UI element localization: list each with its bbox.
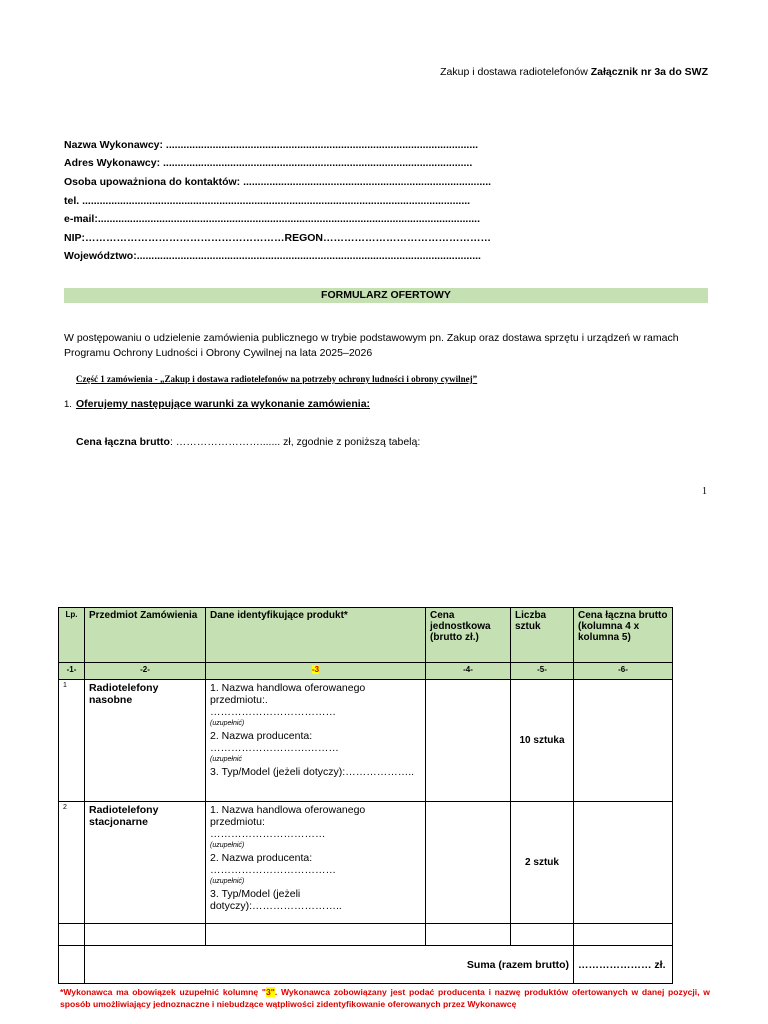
- offer-table: [58, 607, 673, 984]
- contractor-address-field: Adres Wykonawcy: ..........................................................................................................: [64, 157, 473, 169]
- product-name-label: 1. Nazwa handlowa oferowanego przedmiotu:.: [210, 682, 366, 706]
- producer-label: 2. Nazwa producenta: ………………………………: [210, 852, 336, 876]
- empty-cell: [59, 924, 85, 946]
- producer-dots: ……………………….………: [210, 742, 339, 754]
- product-name-dots: ………………………………: [210, 706, 336, 718]
- part-title: Część 1 zamówienia - „Zakup i dostawa radiotelefonów na potrzeby ochrony ludności i obrony cywilnej”: [76, 374, 478, 384]
- fill-hint: (uzupełnić): [210, 842, 245, 849]
- row-product-data: [206, 680, 426, 802]
- footnote-part2: . Wykonawca zobowiązany jest podać producenta i nazwę produktów ofertowanych w danej pozycji, w sposób umożliwiający jednoznaczne i niebudzące wątpliwości zidentyfikowanie oferowanych przez Wykonawcę: [60, 987, 710, 1009]
- product-name-label: 1. Nazwa handlowa oferowanego przedmiotu:: [210, 804, 366, 828]
- col-number: -4-: [426, 663, 511, 680]
- row-product-data: [206, 802, 426, 924]
- col-number: -5-: [511, 663, 574, 680]
- header-total-price: Cena łączna brutto (kolumna 4 x kolumna 5): [574, 608, 673, 663]
- row-item: Radiotelefony nasobne: [85, 680, 206, 802]
- product-name-dots: ……………………………: [210, 828, 326, 840]
- sum-lp-cell: [59, 946, 85, 984]
- offer-point: [64, 398, 370, 410]
- row-unit-price: [426, 802, 511, 924]
- total-price-line: [76, 436, 420, 448]
- sum-label: Suma (razem brutto): [85, 946, 574, 984]
- col-number: -1-: [59, 663, 85, 680]
- type-model-label: 3. Typ/Model (jeżeli dotyczy):……………………..: [210, 888, 342, 912]
- fill-hint: (uzupełnić: [210, 756, 242, 763]
- attachment-label: Załącznik nr 3a do SWZ: [590, 66, 708, 78]
- row-lp: 2: [59, 802, 85, 924]
- total-price-rest: : ……………………....... zł, zgodnie z poniższą tabelą:: [169, 436, 421, 448]
- intro-paragraph: W postępowaniu o udzielenie zamówienia publicznego w trybie podstawowym pn. Zakup oraz dostawa sprzętu i urządzeń w ramach Programu Ochrony Ludności i Obrony Cywilnej na lata 2025–2026: [64, 332, 679, 359]
- footnote-highlight: 3": [265, 987, 275, 997]
- header-unit-price: Cena jednostkowa (brutto zł.): [426, 608, 511, 663]
- row-quantity: 2 sztuk: [511, 802, 574, 924]
- column-number-row: [59, 663, 673, 680]
- empty-cell: [426, 924, 511, 946]
- document-header: [440, 66, 708, 78]
- row-unit-price: [426, 680, 511, 802]
- phone-field: tel. .....................................................................................................................................: [64, 195, 471, 207]
- fill-hint: (uzupełnić): [210, 878, 245, 885]
- page-number: 1: [702, 486, 707, 497]
- contractor-name-field: Nazwa Wykonawcy: ...........................................................................................................: [64, 139, 479, 151]
- table-row: [59, 680, 673, 802]
- empty-cell: [574, 924, 673, 946]
- header-lp: Lp.: [59, 608, 85, 663]
- row-item: Radiotelefony stacjonarne: [85, 802, 206, 924]
- empty-cell: [85, 924, 206, 946]
- header-product-data: Dane identyfikujące produkt*: [206, 608, 426, 663]
- footnote: [60, 986, 710, 1010]
- type-model-label: 3. Typ/Model (jeżeli dotyczy):………………..: [210, 766, 415, 778]
- row-lp: 1: [59, 680, 85, 802]
- header-item: Przedmiot Zamówienia: [85, 608, 206, 663]
- voivodeship-field: Województwo:......................................................................................................................: [64, 250, 481, 262]
- producer-label: 2. Nazwa producenta:: [210, 730, 313, 742]
- empty-cell: [206, 924, 426, 946]
- table-header-row: [59, 608, 673, 663]
- table-row: [59, 802, 673, 924]
- empty-row: [59, 924, 673, 946]
- fill-hint: (uzupełnić): [210, 720, 245, 727]
- empty-cell: [511, 924, 574, 946]
- row-quantity: 10 sztuka: [511, 680, 574, 802]
- point-number: 1.: [64, 399, 72, 410]
- header-quantity: Liczba sztuk: [511, 608, 574, 663]
- form-title-banner: FORMULARZ OFERTOWY: [64, 288, 708, 303]
- col-number: -2-: [85, 663, 206, 680]
- nip-regon-field: NIP:…………………………………………………REGON…………………………………………: [64, 232, 492, 244]
- row-total-price: [574, 680, 673, 802]
- col-number-highlight: -3: [311, 665, 320, 674]
- sum-value: ………………… zł.: [574, 946, 673, 984]
- footnote-part1: *Wykonawca ma obowiązek uzupełnić kolumnę ": [60, 987, 266, 997]
- contact-person-field: Osoba upoważniona do kontaktów: .....................................................................................: [64, 176, 492, 188]
- header-title: Zakup i dostawa radiotelefonów: [440, 66, 588, 78]
- point-text: Oferujemy następujące warunki za wykonanie zamówienia:: [75, 398, 371, 410]
- email-field: e-mail:...................................................................................................................................: [64, 213, 481, 225]
- total-price-label: Cena łączna brutto: [76, 436, 170, 448]
- sum-row: [59, 946, 673, 984]
- col-number: [206, 663, 426, 680]
- row-total-price: [574, 802, 673, 924]
- col-number: -6-: [574, 663, 673, 680]
